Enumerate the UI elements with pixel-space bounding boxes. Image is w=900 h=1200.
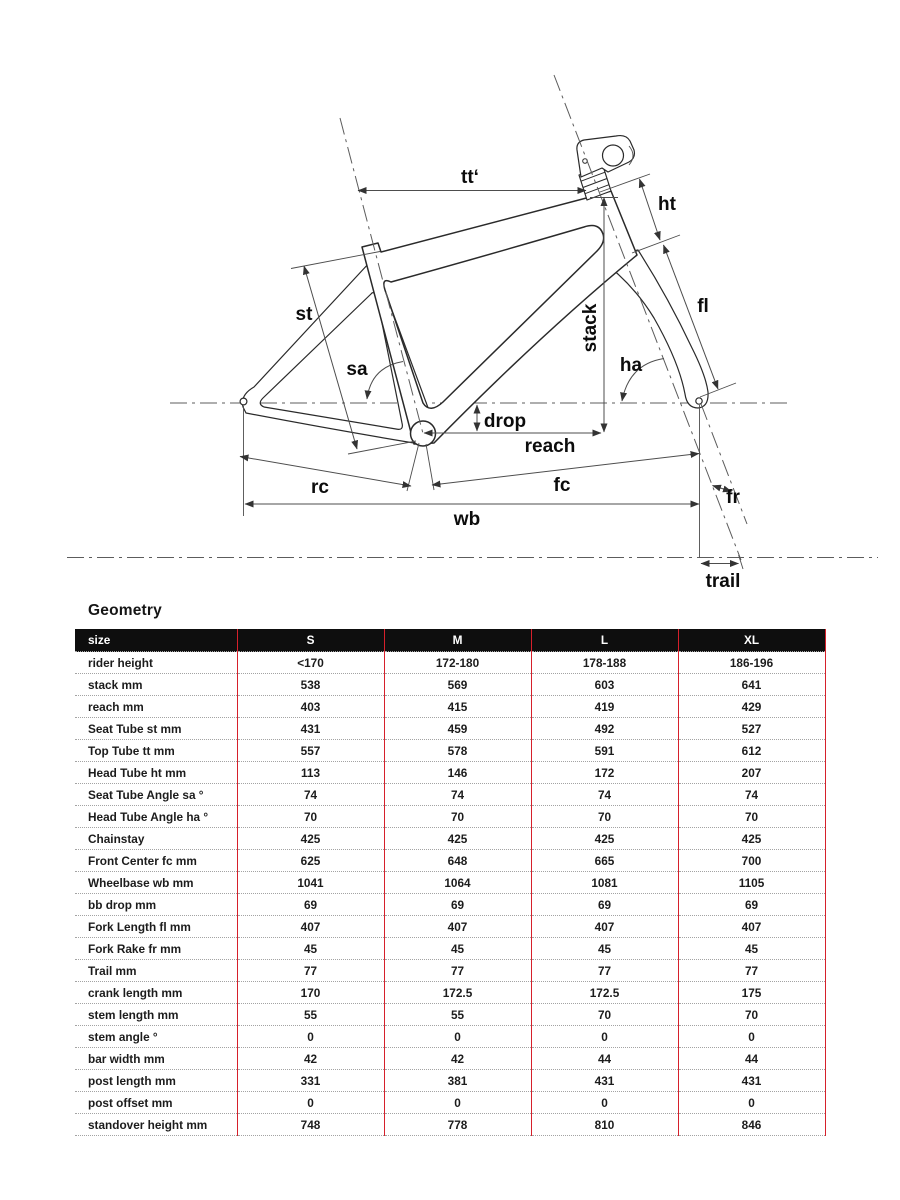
row-value: 407 <box>531 916 678 938</box>
label-reach: reach <box>524 436 576 457</box>
col-header-s: S <box>237 629 384 652</box>
row-value: 331 <box>237 1070 384 1092</box>
row-value: 569 <box>384 674 531 696</box>
row-value: 77 <box>531 960 678 982</box>
label-bb-drop: drop <box>483 411 527 432</box>
row-label: bar width mm <box>75 1048 237 1070</box>
row-value: 55 <box>237 1004 384 1026</box>
col-header-size: size <box>75 629 237 652</box>
label-rear-center: rc <box>311 477 329 498</box>
table-row <box>75 1092 825 1114</box>
row-value: 1105 <box>678 872 825 894</box>
row-value: 0 <box>678 1092 825 1114</box>
row-value: 70 <box>678 1004 825 1026</box>
row-value: 45 <box>531 938 678 960</box>
row-label: Trail mm <box>75 960 237 982</box>
row-value: 425 <box>531 828 678 850</box>
row-value: 42 <box>237 1048 384 1070</box>
table-row <box>75 762 825 784</box>
label-fork-length: fl <box>697 296 709 317</box>
table-row <box>75 806 825 828</box>
row-value: 648 <box>384 850 531 872</box>
row-value: 407 <box>678 916 825 938</box>
label-fork-rake: fr <box>726 487 740 508</box>
row-value: 186-196 <box>678 652 825 674</box>
geometry-table <box>75 629 826 1136</box>
row-value: 381 <box>384 1070 531 1092</box>
row-value: 429 <box>678 696 825 718</box>
row-value: 45 <box>384 938 531 960</box>
row-value: 578 <box>384 740 531 762</box>
row-value: 0 <box>237 1092 384 1114</box>
row-label: stem length mm <box>75 1004 237 1026</box>
dim-head-tube <box>640 179 661 240</box>
row-value: 42 <box>384 1048 531 1070</box>
geometry-table-body <box>75 652 825 1136</box>
table-row <box>75 872 825 894</box>
row-value: 170 <box>237 982 384 1004</box>
table-row <box>75 850 825 872</box>
row-label: Seat Tube st mm <box>75 718 237 740</box>
row-label: Top Tube tt mm <box>75 740 237 762</box>
row-value: 70 <box>531 806 678 828</box>
row-value: 69 <box>384 894 531 916</box>
row-value: 69 <box>531 894 678 916</box>
row-value: 612 <box>678 740 825 762</box>
row-value: 0 <box>237 1026 384 1048</box>
row-value: 431 <box>237 718 384 740</box>
row-value: 113 <box>237 762 384 784</box>
row-value: 527 <box>678 718 825 740</box>
row-value: 172 <box>531 762 678 784</box>
row-label: crank length mm <box>75 982 237 1004</box>
table-row <box>75 718 825 740</box>
row-value: 603 <box>531 674 678 696</box>
row-value: 70 <box>384 806 531 828</box>
row-value: 77 <box>678 960 825 982</box>
row-label: stem angle ° <box>75 1026 237 1048</box>
row-value: 407 <box>384 916 531 938</box>
label-wheelbase: wb <box>453 509 481 530</box>
row-value: <170 <box>237 652 384 674</box>
row-value: 625 <box>237 850 384 872</box>
geometry-title: Geometry <box>88 602 162 619</box>
row-value: 172.5 <box>531 982 678 1004</box>
row-value: 431 <box>678 1070 825 1092</box>
row-value: 1081 <box>531 872 678 894</box>
row-value: 810 <box>531 1114 678 1136</box>
table-row <box>75 674 825 696</box>
label-stack: stack <box>580 303 601 353</box>
row-label: Head Tube ht mm <box>75 762 237 784</box>
row-value: 748 <box>237 1114 384 1136</box>
row-value: 45 <box>237 938 384 960</box>
row-value: 0 <box>384 1026 531 1048</box>
row-value: 0 <box>531 1092 678 1114</box>
table-row <box>75 1048 825 1070</box>
row-value: 538 <box>237 674 384 696</box>
row-label: stack mm <box>75 674 237 696</box>
row-value: 425 <box>384 828 531 850</box>
row-value: 172-180 <box>384 652 531 674</box>
row-value: 425 <box>237 828 384 850</box>
table-row <box>75 1026 825 1048</box>
row-label: post length mm <box>75 1070 237 1092</box>
header-row <box>75 629 825 652</box>
row-value: 55 <box>384 1004 531 1026</box>
table-row <box>75 1114 825 1136</box>
row-value: 431 <box>531 1070 678 1092</box>
row-value: 419 <box>531 696 678 718</box>
row-value: 665 <box>531 850 678 872</box>
row-label: Seat Tube Angle sa ° <box>75 784 237 806</box>
table-row <box>75 894 825 916</box>
label-head-tube: ht <box>658 194 676 215</box>
row-value: 492 <box>531 718 678 740</box>
row-label: Front Center fc mm <box>75 850 237 872</box>
row-value: 0 <box>531 1026 678 1048</box>
row-value: 77 <box>237 960 384 982</box>
row-value: 69 <box>678 894 825 916</box>
label-seat-angle: sa <box>346 359 368 380</box>
row-value: 70 <box>237 806 384 828</box>
row-value: 459 <box>384 718 531 740</box>
row-value: 178-188 <box>531 652 678 674</box>
label-top-tube: tt‘ <box>461 167 479 188</box>
row-value: 45 <box>678 938 825 960</box>
table-row <box>75 784 825 806</box>
table-row <box>75 916 825 938</box>
row-label: Wheelbase wb mm <box>75 872 237 894</box>
row-value: 74 <box>384 784 531 806</box>
row-value: 407 <box>237 916 384 938</box>
label-trail: trail <box>705 571 741 592</box>
row-value: 0 <box>384 1092 531 1114</box>
row-value: 846 <box>678 1114 825 1136</box>
col-header-xl: XL <box>678 629 825 652</box>
row-value: 74 <box>237 784 384 806</box>
rear-dropout <box>240 398 247 405</box>
table-row <box>75 828 825 850</box>
table-row <box>75 1070 825 1092</box>
row-value: 425 <box>678 828 825 850</box>
row-value: 74 <box>678 784 825 806</box>
geometry-table-header <box>75 629 825 652</box>
fork-blade-axis <box>701 404 747 524</box>
row-label: standover height mm <box>75 1114 237 1136</box>
handlebar-clamp <box>603 145 624 166</box>
row-value: 207 <box>678 762 825 784</box>
row-value: 778 <box>384 1114 531 1136</box>
table-row <box>75 652 825 674</box>
row-label: reach mm <box>75 696 237 718</box>
row-value: 641 <box>678 674 825 696</box>
row-value: 146 <box>384 762 531 784</box>
col-header-l: L <box>531 629 678 652</box>
row-label: Fork Rake fr mm <box>75 938 237 960</box>
row-value: 69 <box>237 894 384 916</box>
row-value: 175 <box>678 982 825 1004</box>
row-value: 700 <box>678 850 825 872</box>
row-value: 44 <box>678 1048 825 1070</box>
row-value: 70 <box>531 1004 678 1026</box>
table-row <box>75 740 825 762</box>
row-value: 403 <box>237 696 384 718</box>
row-label: rider height <box>75 652 237 674</box>
row-value: 44 <box>531 1048 678 1070</box>
row-value: 1041 <box>237 872 384 894</box>
row-label: Chainstay <box>75 828 237 850</box>
row-label: Head Tube Angle ha ° <box>75 806 237 828</box>
table-row <box>75 960 825 982</box>
table-row <box>75 696 825 718</box>
col-header-m: M <box>384 629 531 652</box>
row-value: 591 <box>531 740 678 762</box>
row-value: 557 <box>237 740 384 762</box>
table-row <box>75 982 825 1004</box>
row-value: 70 <box>678 806 825 828</box>
row-value: 1064 <box>384 872 531 894</box>
front-axle <box>696 398 702 404</box>
table-row <box>75 1004 825 1026</box>
row-value: 415 <box>384 696 531 718</box>
row-label: Fork Length fl mm <box>75 916 237 938</box>
label-seat-tube: st <box>295 304 313 325</box>
row-value: 77 <box>384 960 531 982</box>
row-value: 172.5 <box>384 982 531 1004</box>
row-value: 74 <box>531 784 678 806</box>
table-row <box>75 938 825 960</box>
row-value: 0 <box>678 1026 825 1048</box>
row-label: post offset mm <box>75 1092 237 1114</box>
label-head-angle: ha <box>619 355 643 376</box>
label-front-center: fc <box>553 475 571 496</box>
row-label: bb drop mm <box>75 894 237 916</box>
